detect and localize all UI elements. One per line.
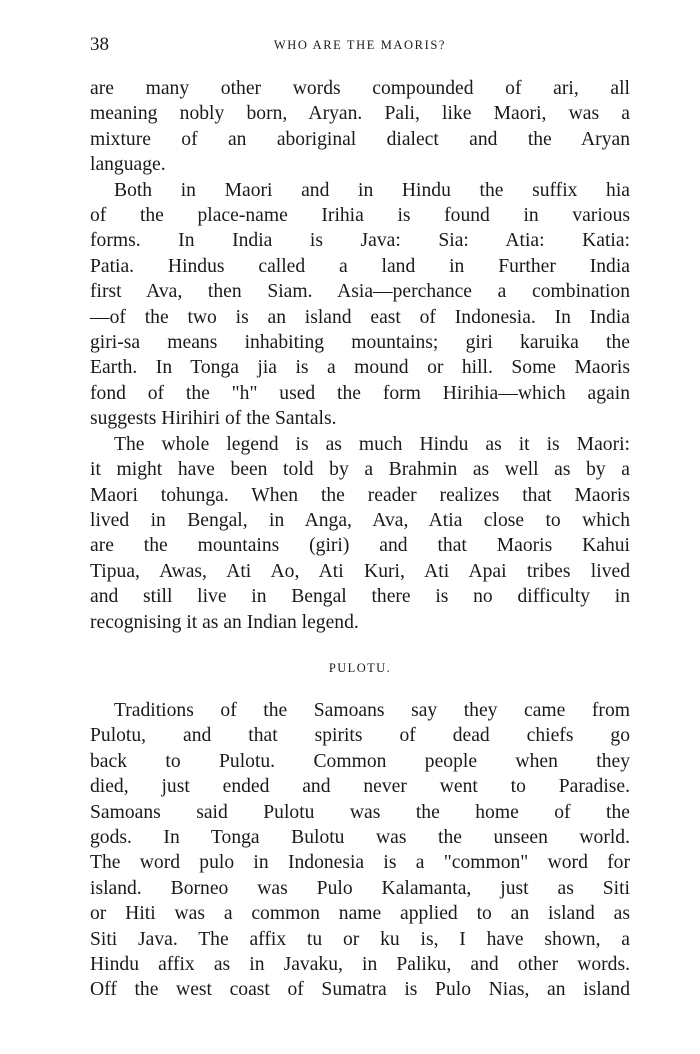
text-line: The word pulo in Indonesia is a "common" word for bbox=[90, 852, 630, 874]
text-line: giri-sa means inhabiting mountains; giri karuika the bbox=[90, 332, 630, 354]
paragraph-legend bbox=[90, 432, 630, 635]
text-line: The whole legend is as much Hindu as it is Maori: bbox=[114, 433, 630, 455]
paragraph-continued bbox=[90, 76, 630, 178]
text-line: died, just ended and never went to Paradise. bbox=[90, 776, 630, 798]
book-page bbox=[90, 34, 630, 1003]
text-line: suggests Hirihiri of the Santals. bbox=[90, 408, 337, 430]
text-line: Earth. In Tonga jia is a mound or hill. Some Maoris bbox=[90, 357, 630, 379]
running-head bbox=[90, 34, 630, 60]
paragraph-suffix-hia bbox=[90, 178, 630, 432]
text-line: —of the two is an island east of Indonesia. In India bbox=[90, 306, 630, 328]
text-line: Siti Java. The affix tu or ku is, I have shown, a bbox=[90, 928, 630, 950]
text-line: Patia. Hindus called a land in Further India bbox=[90, 255, 630, 277]
text-line: language. bbox=[90, 154, 166, 176]
text-line: are the mountains (giri) and that Maoris Kahui bbox=[90, 535, 630, 557]
text-line: forms. In India is Java: Sia: Atia: Katia: bbox=[90, 230, 630, 252]
text-line: back to Pulotu. Common people when they bbox=[90, 750, 630, 772]
text-line: Traditions of the Samoans say they came from bbox=[114, 699, 630, 721]
paragraph-pulotu bbox=[90, 698, 630, 1003]
text-line: or Hiti was a common name applied to an island as bbox=[90, 903, 630, 925]
text-line: Hindu affix as in Javaku, in Paliku, and other words. bbox=[90, 954, 630, 975]
text-line: and still live in Bengal there is no difficulty in bbox=[90, 586, 630, 608]
text-line: mixture of an aboriginal dialect and the Aryan bbox=[90, 128, 630, 150]
text-line: Pulotu, and that spirits of dead chiefs go bbox=[90, 725, 630, 747]
text-line: it might have been told by a Brahmin as well as by a bbox=[90, 459, 630, 481]
text-line: island. Borneo was Pulo Kalamanta, just as Siti bbox=[90, 877, 630, 899]
text-line: are many other words compounded of ari, all bbox=[90, 78, 630, 99]
text-line: Samoans said Pulotu was the home of the bbox=[90, 801, 630, 823]
running-title: WHO ARE THE MAORIS? bbox=[273, 38, 447, 52]
text-line: Both in Maori and in Hindu the suffix hia bbox=[114, 179, 630, 201]
text-line: lived in Bengal, in Anga, Ava, Atia close to which bbox=[90, 509, 630, 531]
section-heading: PULOTU. bbox=[328, 660, 392, 675]
page-number: 38 bbox=[90, 34, 109, 55]
text-line: Maori tohunga. When the reader realizes that Maoris bbox=[90, 484, 630, 506]
text-line: fond of the "h" used the form Hirihia—which again bbox=[90, 382, 630, 404]
text-line: meaning nobly born, Aryan. Pali, like Maori, was a bbox=[90, 103, 630, 125]
text-line: Off the west coast of Sumatra is Pulo Nias, an island bbox=[90, 979, 630, 1001]
text-line: of the place-name Irihia is found in various bbox=[90, 205, 630, 227]
text-line: first Ava, then Siam. Asia—perchance a combination bbox=[90, 281, 630, 303]
text-line: gods. In Tonga Bulotu was the unseen world. bbox=[90, 826, 630, 848]
text-line: recognising it as an Indian legend. bbox=[90, 611, 359, 633]
text-line: Tipua, Awas, Ati Ao, Ati Kuri, Ati Apai tribes lived bbox=[90, 560, 630, 582]
